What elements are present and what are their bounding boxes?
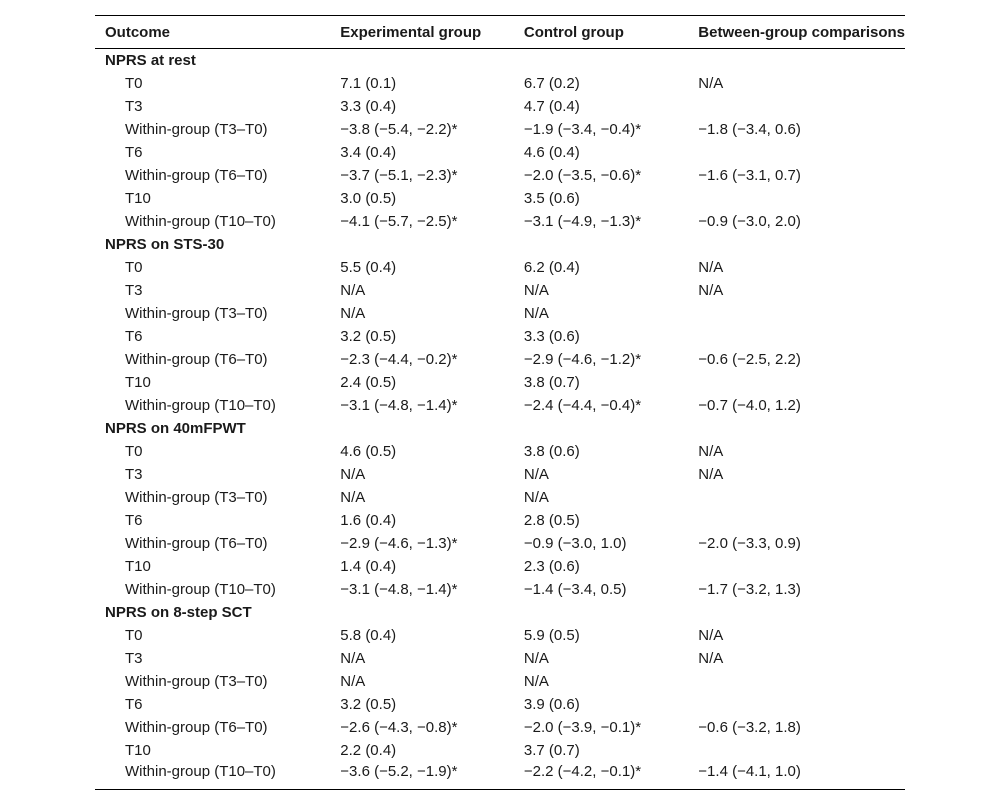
experimental-value: N/A (340, 489, 366, 506)
control-value: 3.7 (0.7) (523, 742, 580, 759)
row-label: Within-group (T10–T0) (125, 397, 276, 414)
table-row (95, 256, 905, 279)
control-value: N/A (523, 282, 549, 299)
row-label: Within-group (T10–T0) (125, 213, 276, 230)
control-value: 3.3 (0.6) (523, 328, 580, 345)
row-label: Within-group (T6–T0) (125, 719, 268, 736)
experimental-value: −3.8 (−5.4, −2.2)* (340, 121, 458, 138)
control-value: 3.5 (0.6) (523, 190, 580, 207)
experimental-value: −3.1 (−4.8, −1.4)* (340, 397, 458, 414)
experimental-value: −2.3 (−4.4, −0.2)* (340, 351, 458, 368)
table-row (95, 394, 905, 417)
table-row (95, 647, 905, 670)
table-row (95, 302, 905, 325)
experimental-value: N/A (340, 673, 366, 690)
table-row (95, 486, 905, 509)
control-value: N/A (523, 650, 549, 667)
section-row (95, 417, 905, 440)
between-group-value: N/A (698, 282, 724, 299)
experimental-value: N/A (340, 650, 366, 667)
between-group-value (688, 486, 905, 509)
experimental-value: 3.0 (0.5) (340, 190, 397, 207)
row-label: Within-group (T6–T0) (125, 351, 268, 368)
results-table (95, 15, 905, 790)
experimental-value: −3.1 (−4.8, −1.4)* (340, 581, 458, 598)
between-group-value (688, 302, 905, 325)
table-row (95, 325, 905, 348)
table-row (95, 670, 905, 693)
control-value: 5.9 (0.5) (523, 627, 580, 644)
experimental-value: N/A (340, 466, 366, 483)
control-value: 3.9 (0.6) (523, 696, 580, 713)
control-value: −2.0 (−3.5, −0.6)* (523, 167, 642, 184)
table-row (95, 555, 905, 578)
table-body (95, 49, 905, 790)
control-value: −2.4 (−4.4, −0.4)* (523, 397, 642, 414)
table-row (95, 578, 905, 601)
control-value: N/A (523, 673, 549, 690)
row-label: T3 (125, 282, 143, 299)
control-value: −2.9 (−4.6, −1.2)* (523, 351, 642, 368)
between-group-value (688, 693, 905, 716)
control-value: N/A (523, 466, 549, 483)
table-row (95, 693, 905, 716)
control-value: 6.2 (0.4) (523, 259, 580, 276)
table-row (95, 716, 905, 739)
experimental-value: 2.4 (0.5) (340, 374, 397, 391)
between-group-value (688, 141, 905, 164)
section-title: NPRS at rest (105, 52, 196, 69)
between-group-value: −0.6 (−3.2, 1.8) (698, 719, 801, 736)
table-row (95, 164, 905, 187)
experimental-value: 3.2 (0.5) (340, 696, 397, 713)
control-value: −0.9 (−3.0, 1.0) (523, 535, 627, 552)
experimental-value: −3.6 (−5.2, −1.9)* (340, 763, 458, 780)
row-label: Within-group (T10–T0) (125, 581, 276, 598)
experimental-value: 1.4 (0.4) (340, 558, 397, 575)
between-group-value: N/A (698, 259, 724, 276)
between-group-value: −1.7 (−3.2, 1.3) (698, 581, 801, 598)
control-value: 3.8 (0.6) (523, 443, 580, 460)
section-title: NPRS on STS-30 (105, 236, 225, 253)
control-value: −2.2 (−4.2, −0.1)* (523, 763, 642, 780)
header-experimental-group: Experimental group (340, 23, 482, 41)
table-row (95, 141, 905, 164)
section-title: NPRS on 40mFPWT (105, 420, 246, 437)
between-group-value (688, 371, 905, 394)
table-row (95, 348, 905, 371)
between-group-value: −2.0 (−3.3, 0.9) (698, 535, 801, 552)
experimental-value: N/A (340, 282, 366, 299)
between-group-value (688, 325, 905, 348)
section-row (95, 233, 905, 256)
table-row (95, 72, 905, 95)
between-group-value: −0.6 (−2.5, 2.2) (698, 351, 801, 368)
between-group-value: −0.7 (−4.0, 1.2) (698, 397, 801, 414)
row-label: T6 (125, 512, 143, 529)
experimental-value: 5.5 (0.4) (340, 259, 397, 276)
control-value: −1.4 (−3.4, 0.5) (523, 581, 627, 598)
experimental-value: 2.2 (0.4) (340, 742, 397, 759)
table-row (95, 624, 905, 647)
row-label: T0 (125, 443, 143, 460)
between-group-value: −1.8 (−3.4, 0.6) (698, 121, 801, 138)
row-label: T0 (125, 627, 143, 644)
section-row (95, 601, 905, 624)
header-between-group-comparisons: Between-group comparisons (698, 23, 905, 41)
row-label: Within-group (T6–T0) (125, 167, 268, 184)
between-group-value: N/A (698, 443, 724, 460)
header-row (95, 16, 905, 49)
table-row (95, 279, 905, 302)
control-value: N/A (523, 305, 549, 322)
experimental-value: 7.1 (0.1) (340, 75, 397, 92)
control-value: 2.8 (0.5) (523, 512, 580, 529)
table-row (95, 95, 905, 118)
between-group-value: −1.6 (−3.1, 0.7) (698, 167, 801, 184)
table-row (95, 463, 905, 486)
experimental-value: 3.2 (0.5) (340, 328, 397, 345)
table-row (95, 210, 905, 233)
experimental-value: −3.7 (−5.1, −2.3)* (340, 167, 458, 184)
between-group-value: −1.4 (−4.1, 1.0) (698, 763, 801, 780)
row-label: T6 (125, 696, 143, 713)
row-label: T0 (125, 259, 143, 276)
control-value: 4.6 (0.4) (523, 144, 580, 161)
row-label: Within-group (T6–T0) (125, 535, 268, 552)
between-group-value (688, 739, 905, 762)
between-group-value (688, 555, 905, 578)
between-group-value: −0.9 (−3.0, 2.0) (698, 213, 801, 230)
control-value: −2.0 (−3.9, −0.1)* (523, 719, 642, 736)
control-value: 4.7 (0.4) (523, 98, 580, 115)
experimental-value: 5.8 (0.4) (340, 627, 397, 644)
row-label: T10 (125, 190, 151, 207)
experimental-value: −4.1 (−5.7, −2.5)* (340, 213, 458, 230)
experimental-value: N/A (340, 305, 366, 322)
between-group-value (688, 670, 905, 693)
section-row (95, 49, 905, 73)
row-label: Within-group (T3–T0) (125, 305, 268, 322)
control-value: 2.3 (0.6) (523, 558, 580, 575)
control-value: 3.8 (0.7) (523, 374, 580, 391)
row-label: T10 (125, 374, 151, 391)
control-value: N/A (523, 489, 549, 506)
table-row (95, 509, 905, 532)
between-group-value (688, 509, 905, 532)
row-label: T0 (125, 75, 143, 92)
between-group-value: N/A (698, 75, 724, 92)
between-group-value: N/A (698, 466, 724, 483)
control-value: 6.7 (0.2) (523, 75, 580, 92)
table-row (95, 187, 905, 210)
row-label: T3 (125, 650, 143, 667)
header-outcome: Outcome (105, 23, 171, 41)
row-label: T6 (125, 144, 143, 161)
row-label: Within-group (T10–T0) (125, 763, 276, 780)
row-label: Within-group (T3–T0) (125, 121, 268, 138)
row-label: T3 (125, 466, 143, 483)
table-header (95, 16, 905, 49)
table-row (95, 371, 905, 394)
section-title: NPRS on 8-step SCT (105, 604, 252, 621)
between-group-value: N/A (698, 650, 724, 667)
table-row (95, 739, 905, 762)
table-row (95, 532, 905, 555)
experimental-value: 3.3 (0.4) (340, 98, 397, 115)
results-table-container (95, 15, 905, 790)
experimental-value: −2.9 (−4.6, −1.3)* (340, 535, 458, 552)
between-group-value: N/A (698, 627, 724, 644)
experimental-value: 1.6 (0.4) (340, 512, 397, 529)
table-row (95, 118, 905, 141)
row-label: T6 (125, 328, 143, 345)
row-label: Within-group (T3–T0) (125, 673, 268, 690)
between-group-value (688, 187, 905, 210)
row-label: Within-group (T3–T0) (125, 489, 268, 506)
row-label: T10 (125, 558, 151, 575)
between-group-value (688, 95, 905, 118)
header-control-group: Control group (523, 23, 624, 41)
row-label: T3 (125, 98, 143, 115)
control-value: −3.1 (−4.9, −1.3)* (523, 213, 642, 230)
experimental-value: −2.6 (−4.3, −0.8)* (340, 719, 458, 736)
table-row (95, 762, 905, 790)
table-row (95, 440, 905, 463)
row-label: T10 (125, 742, 151, 759)
control-value: −1.9 (−3.4, −0.4)* (523, 121, 642, 138)
experimental-value: 3.4 (0.4) (340, 144, 397, 161)
experimental-value: 4.6 (0.5) (340, 443, 397, 460)
